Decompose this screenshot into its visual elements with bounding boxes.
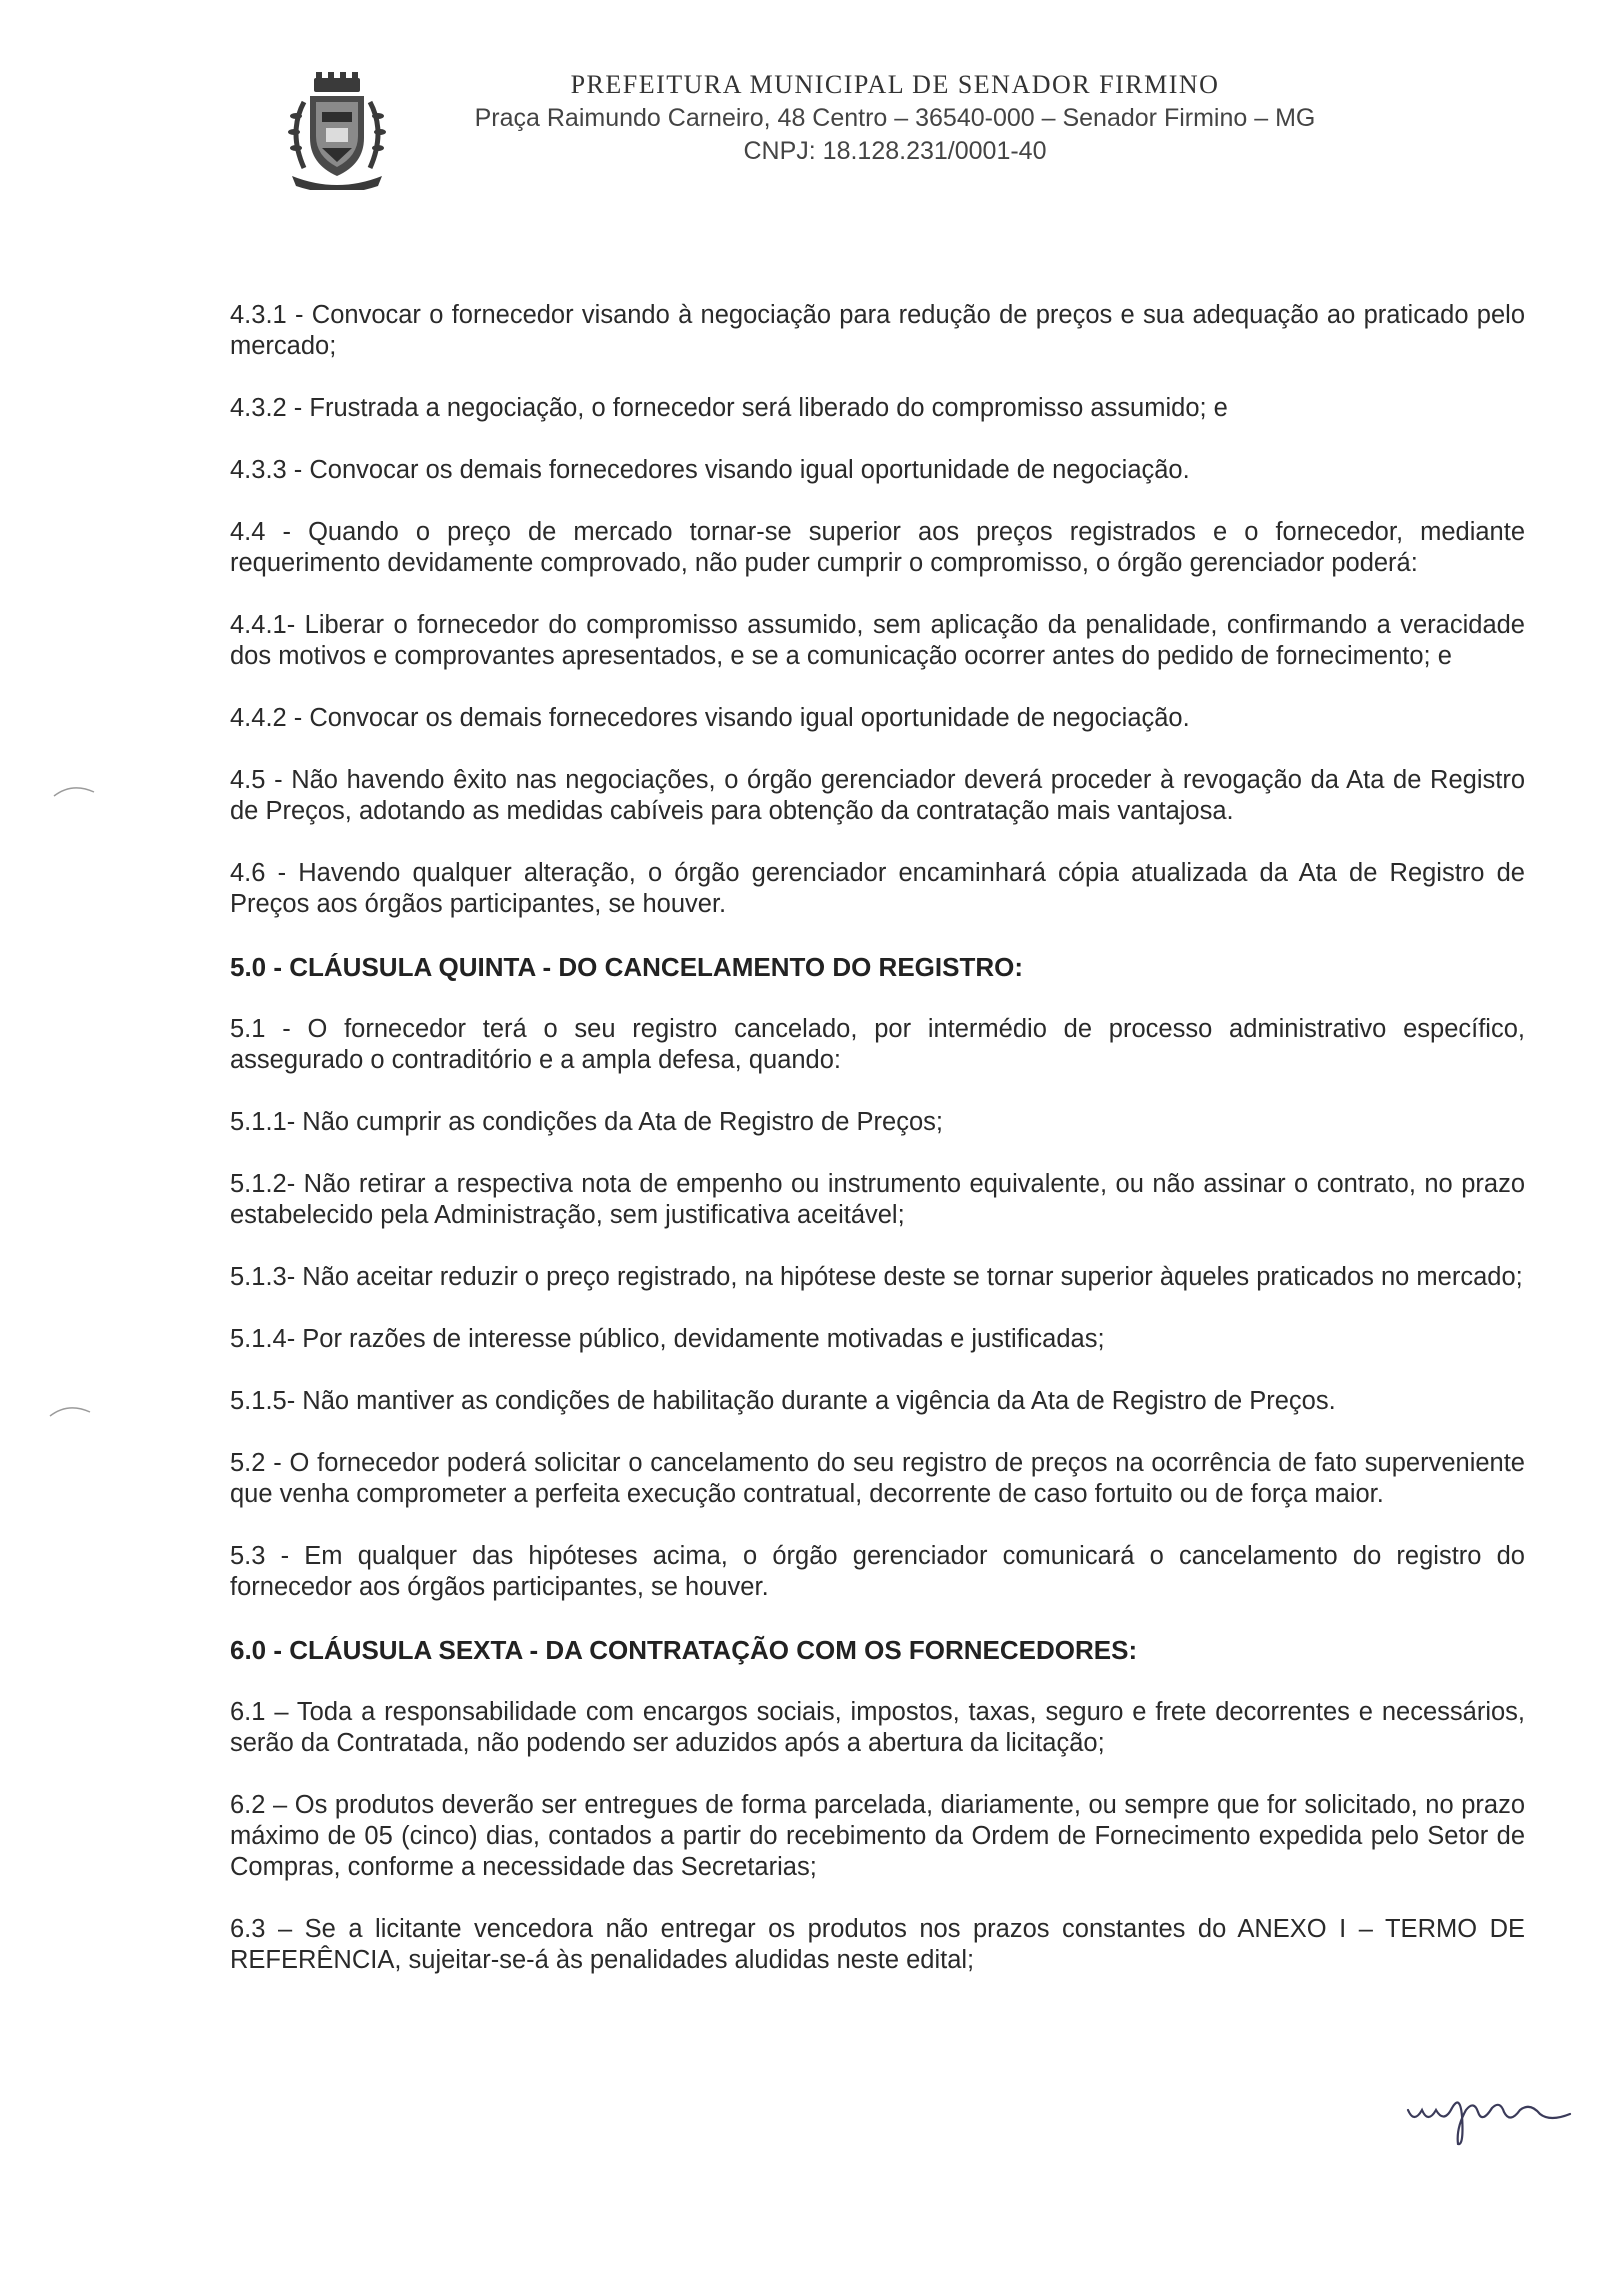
municipal-coat-of-arms-icon: [282, 72, 392, 190]
section-heading: 6.0 - CLÁUSULA SEXTA - DA CONTRATAÇÃO COM OS FORNECEDORES:: [230, 1635, 1138, 1665]
clause-paragraph: 4.4.2 - Convocar os demais fornecedores visando igual oportunidade de negociação.: [230, 704, 1190, 732]
clause-paragraph: 5.1.5- Não mantiver as condições de habilitação durante a vigência da Ata de Registro de Preços.: [230, 1387, 1336, 1415]
clause-paragraph: 5.1.2- Não retirar a respectiva nota de empenho ou instrumento equivalente, ou não assinar o contrato, no prazo estabelecido pela Administração, sem justificativa aceitável;: [230, 1170, 1525, 1229]
scan-mark-icon: [46, 1400, 96, 1420]
clause-paragraph: 4.6 - Havendo qualquer alteração, o órgão gerenciador encaminhará cópia atualizada da Ata de Registro de Preços aos órgãos participantes, se houver.: [230, 859, 1525, 918]
clause-paragraph: 4.3.1 - Convocar o fornecedor visando à negociação para redução de preços e sua adequação ao praticado pelo mercado;: [230, 301, 1525, 360]
clause-paragraph: 5.1.4- Por razões de interesse público, devidamente motivadas e justificadas;: [230, 1325, 1105, 1353]
clause-paragraph: 5.3 - Em qualquer das hipóteses acima, o órgão gerenciador comunicará o cancelamento do registro do fornecedor aos órgãos participantes, se houver.: [230, 1542, 1525, 1601]
clause-paragraph: 5.1.3- Não aceitar reduzir o preço registrado, na hipótese deste se tornar superior àqueles praticados no mercado;: [230, 1263, 1523, 1291]
clause-paragraph: 5.1 - O fornecedor terá o seu registro cancelado, por intermédio de processo administrativo específico, assegurado o contraditório e a ampla defesa, quando:: [230, 1015, 1525, 1074]
clause-paragraph: 4.3.2 - Frustrada a negociação, o fornecedor será liberado do compromisso assumido; e: [230, 394, 1228, 422]
clause-paragraph: 6.2 – Os produtos deverão ser entregues de forma parcelada, diariamente, ou sempre que for solicitado, no prazo máximo de 05 (cinco) dias, contados a partir do recebimento da Ordem de Fornecimento expedida pelo Setor de Compras, conforme a necessidade das Secretarias;: [230, 1791, 1525, 1881]
clause-paragraph: 4.4 - Quando o preço de mercado tornar-se superior aos preços registrados e o fornecedor, mediante requerimento devidamente comprovado, não puder cumprir o compromisso, o órgão gerenciador poderá:: [230, 518, 1525, 577]
org-address: Praça Raimundo Carneiro, 48 Centro – 36540-000 – Senador Firmino – MG: [474, 104, 1316, 132]
section-heading: 5.0 - CLÁUSULA QUINTA - DO CANCELAMENTO DO REGISTRO:: [230, 952, 1023, 982]
clause-paragraph: 6.1 – Toda a responsabilidade com encargos sociais, impostos, taxas, seguro e frete decorrentes e necessários, serão da Contratada, não podendo ser aduzidos após a abertura da licitação;: [230, 1698, 1525, 1757]
handwritten-initials-icon: [1400, 2080, 1600, 2150]
letterhead-text: [410, 68, 1380, 168]
org-cnpj: CNPJ: 18.128.231/0001-40: [743, 137, 1047, 165]
document-body: [230, 300, 1525, 2007]
org-name: PREFEITURA MUNICIPAL DE SENADOR FIRMINO: [570, 70, 1220, 99]
letterhead: [270, 68, 1380, 198]
clause-paragraph: 4.4.1- Liberar o fornecedor do compromisso assumido, sem aplicação da penalidade, confirmando a veracidade dos motivos e comprovantes apresentados, e se a comunicação ocorrer antes do pedido de fornecimento; e: [230, 611, 1525, 670]
clause-paragraph: 6.3 – Se a licitante vencedora não entregar os produtos nos prazos constantes do ANEXO I – TERMO DE REFERÊNCIA, sujeitar-se-á às penalidades aludidas neste edital;: [230, 1915, 1525, 1974]
clause-paragraph: 4.5 - Não havendo êxito nas negociações, o órgão gerenciador deverá proceder à revogação da Ata de Registro de Preços, adotando as medidas cabíveis para obtenção da contratação mais vantajosa.: [230, 766, 1525, 825]
clause-paragraph: 5.1.1- Não cumprir as condições da Ata de Registro de Preços;: [230, 1108, 943, 1136]
scan-mark-icon: [50, 780, 100, 800]
clause-paragraph: 5.2 - O fornecedor poderá solicitar o cancelamento do seu registro de preços na ocorrência de fato superveniente que venha comprometer a perfeita execução contratual, decorrente de caso fortuito ou de força maior.: [230, 1449, 1525, 1508]
clause-paragraph: 4.3.3 - Convocar os demais fornecedores visando igual oportunidade de negociação.: [230, 456, 1190, 484]
